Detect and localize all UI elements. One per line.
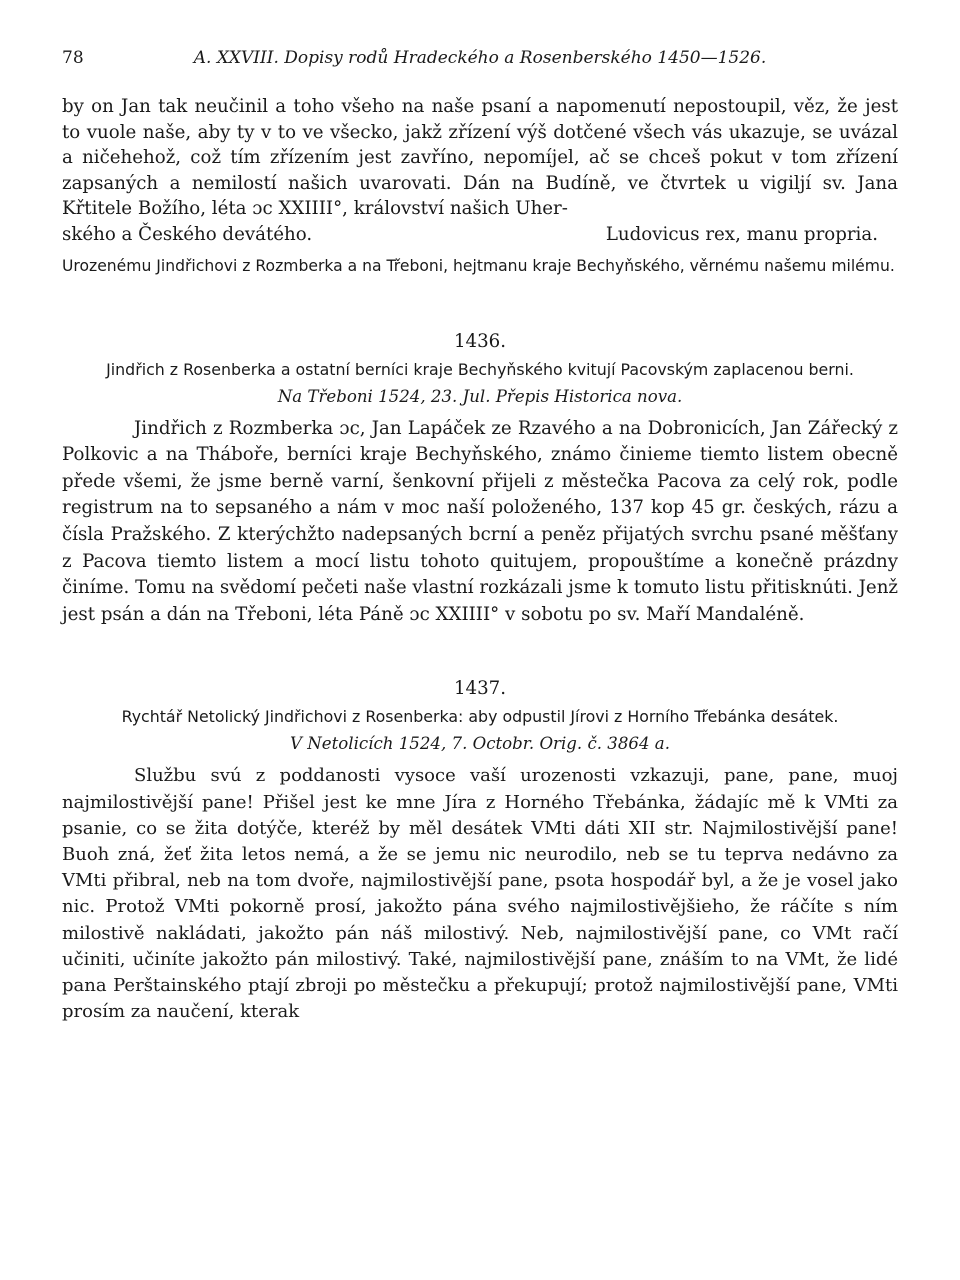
page-number: 78: [62, 48, 84, 68]
document-source-1436: Na Třeboni 1524, 23. Jul. Přepis Historica nova.: [277, 386, 683, 406]
signature-line: [62, 222, 898, 248]
document-regest-1436: Jindřich z Rosenberka a ostatní berníci kraje Bechyňského kvitují Pacovským zaplacenou berni.: [106, 359, 854, 379]
document-body-1437: Službu svú z poddanosti vysoce vaší urozenosti vzkazuji, pane, pane, muoj najmilostivější pane! Přišel jest ke mne Jíra z Horného Třebánka, žádajíc mě k VMti za psanie, co se žita dotýče, kteréž by měl desátek VMti dáti XII str. Najmilostivější pane! Buoh zná, žeť žita letos nemá, a že se jemu nic neurodilo, neb se tu teprva nedávno za VMti přibral, neb na tom dvoře, najmilostivější pane, psota hospodář byl, a že je vosel jako nic. Protož VMti pokorně prosí, jakožto pána svého najmilostivějšieho, že ráčíte s ním milostivě nakládati, jakožto pán náš milostivý. Neb, najmilostivější pane, co VMt račí učiniti, učiníte jakožto pán milostivý. Také, najmilostivější pane, znáším to na VMt, že lidé pana Perštainského ptají zbroji po městečku a překupují; protož najmilostivější pane, VMti prosím za naučení, kterak: [62, 765, 898, 1023]
royal-signature: Ludovicus rex, manu propria.: [605, 223, 878, 245]
document-body-1436: Jindřich z Rozmberka ɔc, Jan Lapáček ze Rzavého a na Dobronicích, Jan Zářecký z Polkovic a na Tháboře, berníci kraje Bechyňského, známo činieme tiemto listem obecně přede všemi, že jsme berně varní, šenkovní přijeli z městečka Pacova za celý rok, podle registrum na to sepsaného a nám v moc naší položeného, 137 kop 45 gr. českých, rázu a čísla Pražského. Z kterýchžto nadepsaných bcrní a peněz přijatých svrchu psané měšťany z Pacova tiemto listem a mocí listu tohoto quitujem, propouštíme a konečně prázdny činíme. Tomu na svědomí pečeti naše vlastní rozkázali jsme k tomuto listu přitisknúti. Jenž jest psán a dán na Třeboni, léta Páně ɔc XXIIII° v sobotu po sv. Maří Mandaléně.: [62, 417, 898, 625]
continuation-last-line: ského a Českého devátého.: [62, 223, 313, 245]
running-head: [62, 48, 898, 74]
running-title: A. XXVIII. Dopisy rodů Hradeckého a Rosenberského 1450—1526.: [193, 48, 767, 68]
document-number-1437: 1437.: [453, 678, 507, 700]
document-source-1437: V Netolicích 1524, 7. Octobr. Orig. č. 3864 a.: [290, 734, 670, 754]
document-regest-1437: Rychtář Netolický Jindřichovi z Rosenberka: aby odpustil Jírovi z Horního Třebánka desátek.: [121, 707, 839, 727]
document-number-1436: 1436.: [453, 330, 507, 352]
continuation-text: by on Jan tak neučinil a toho všeho na naše psaní a napomenutí nepostoupil, věz, že jest to vuole naše, aby ty v to ve všecko, jakž zřízení výš dotčené všech vás ukazuje, se uvázal a ničehehož, což tím zřízením jest zavříno, nepomíjel, ač se chceš pokut v tom zřízení zapsaných a nemilostí našich uvarovati. Dán na Budíně, ve čtvrtek u vigiljí sv. Jana Křtitele Božího, léta ɔc XXIIII°, království našich Uher-: [62, 96, 898, 220]
letter-address: Urozenému Jindřichovi z Rozmberka a na Třeboni, hejtmanu kraje Bechyňského, věrnému našemu milému.: [62, 256, 895, 275]
